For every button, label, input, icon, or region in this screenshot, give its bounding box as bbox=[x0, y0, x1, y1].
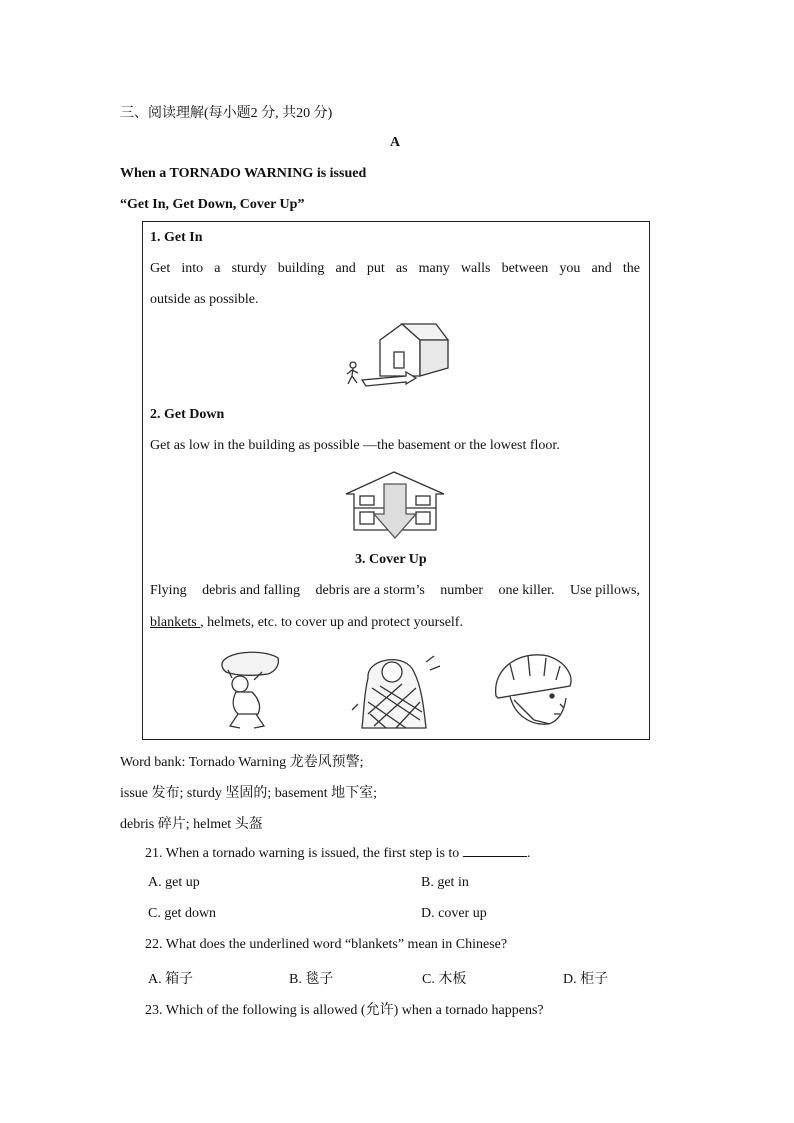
q22-option-c[interactable]: C. 木板 bbox=[422, 972, 467, 987]
word: between bbox=[501, 261, 549, 276]
part-label: A bbox=[390, 135, 401, 150]
word-bank-line3: debris 碎片; helmet 头盔 bbox=[120, 817, 263, 832]
passage-title: When a TORNADO WARNING is issued bbox=[120, 166, 367, 181]
blanket-person-icon bbox=[346, 648, 442, 732]
word: one killer. bbox=[498, 583, 555, 598]
word: debris and falling bbox=[202, 583, 301, 598]
word: a bbox=[214, 261, 221, 276]
house-down-arrow-icon bbox=[344, 470, 446, 540]
word: put bbox=[366, 261, 385, 276]
word: many bbox=[418, 261, 450, 276]
word: sturdy bbox=[231, 261, 267, 276]
word: walls bbox=[460, 261, 491, 276]
q22-option-a[interactable]: A. 箱子 bbox=[148, 972, 194, 987]
word: building bbox=[277, 261, 325, 276]
q21-option-d[interactable]: D. cover up bbox=[421, 906, 487, 921]
word: you bbox=[559, 261, 581, 276]
section2-title: 2. Get Down bbox=[150, 407, 225, 422]
word: Flying bbox=[150, 583, 187, 598]
word: and bbox=[335, 261, 356, 276]
section3-title: 3. Cover Up bbox=[355, 552, 427, 567]
word: debris are a storm’s bbox=[315, 583, 425, 598]
q22-option-d[interactable]: D. 柜子 bbox=[563, 972, 609, 987]
section1-line1 bbox=[150, 261, 640, 277]
underlined-word-blankets: blankets bbox=[150, 615, 201, 630]
section1-line2: outside as possible. bbox=[150, 292, 259, 307]
section-heading: 三、阅读理解(每小题2 分, 共20 分) bbox=[120, 106, 333, 121]
q22-option-b[interactable]: B. 毯子 bbox=[289, 972, 334, 987]
section3-line2: blankets , helmets, etc. to cover up and protect yourself. bbox=[150, 615, 463, 630]
word: as bbox=[395, 261, 408, 276]
passage-subtitle: “Get In, Get Down, Cover Up” bbox=[120, 197, 305, 212]
section3-line1 bbox=[150, 583, 640, 599]
question-23: 23. Which of the following is allowed (允许) when a tornado happens? bbox=[145, 1003, 544, 1018]
word-bank-line2: issue 发布; sturdy 坚固的; basement 地下室; bbox=[120, 786, 378, 801]
question-22: 22. What does the underlined word “blankets” mean in Chinese? bbox=[145, 937, 508, 952]
word: and bbox=[591, 261, 612, 276]
word-bank-line1: Word bank: Tornado Warning 龙卷风预警; bbox=[120, 755, 364, 770]
pillow-person-icon bbox=[218, 648, 284, 732]
word: the bbox=[622, 261, 640, 276]
word: into bbox=[181, 261, 204, 276]
section1-title: 1. Get In bbox=[150, 230, 203, 245]
helmet-person-icon bbox=[490, 650, 576, 732]
word: number bbox=[440, 583, 484, 598]
section2-text: Get as low in the building as possible —the basement or the lowest floor. bbox=[150, 438, 560, 453]
word: Get bbox=[150, 261, 171, 276]
answer-blank[interactable] bbox=[463, 844, 527, 857]
q21-option-b[interactable]: B. get in bbox=[421, 875, 469, 890]
house-arrow-icon bbox=[340, 320, 452, 388]
question-21: 21. When a tornado warning is issued, the first step is to . bbox=[145, 846, 531, 861]
q21-option-c[interactable]: C. get down bbox=[148, 906, 217, 921]
q21-option-a[interactable]: A. get up bbox=[148, 875, 200, 890]
word: Use pillows, bbox=[570, 583, 640, 598]
